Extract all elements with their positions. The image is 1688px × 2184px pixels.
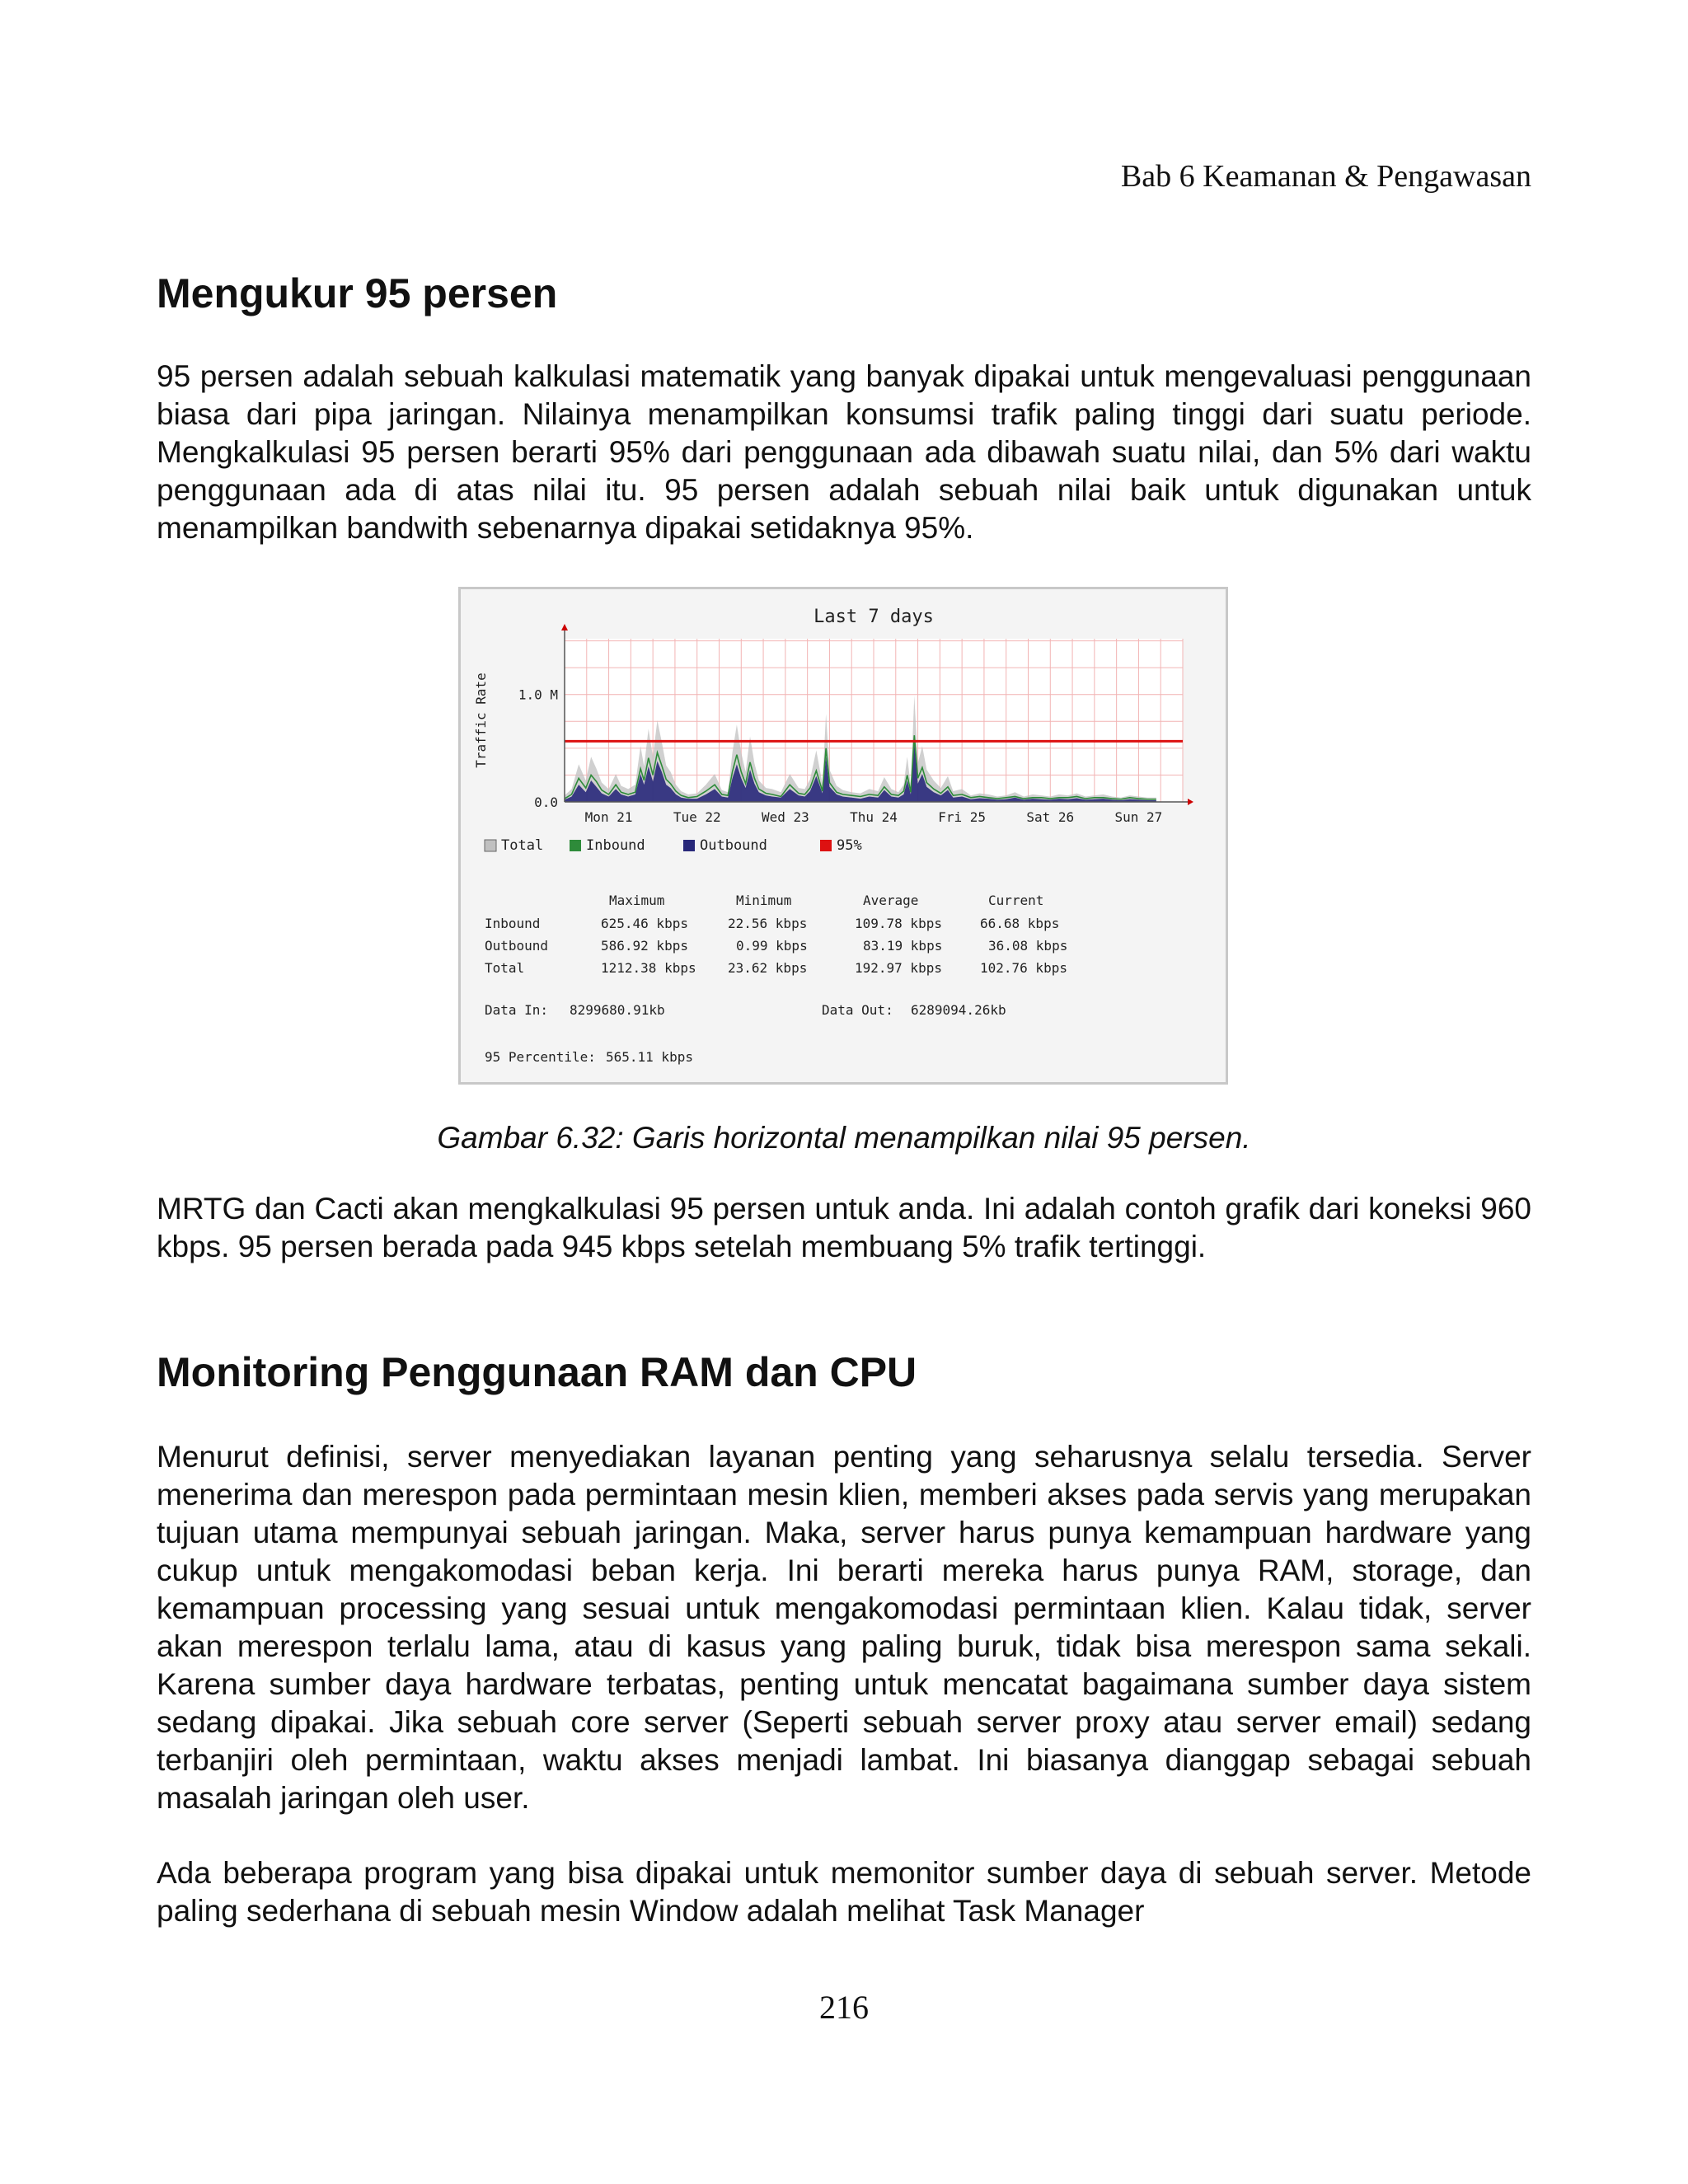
- stats-header-average: Average: [863, 893, 919, 908]
- stats-cell: 36.08 kbps: [988, 938, 1068, 954]
- stats-header-maximum: Maximum: [609, 893, 665, 908]
- data-in-value: 8299680.91kb: [570, 1002, 665, 1018]
- percentile-label: 95 Percentile:: [485, 1049, 596, 1065]
- stats-table: [485, 893, 1067, 1065]
- stats-cell: 109.78 kbps: [855, 916, 942, 931]
- stats-cell: 192.97 kbps: [855, 960, 942, 976]
- x-tick-label: Mon 21: [584, 809, 633, 825]
- chart-legend: [485, 837, 862, 854]
- data-out-value: 6289094.26kb: [911, 1002, 1006, 1018]
- legend-label-95: 95%: [837, 837, 862, 854]
- legend-swatch-inbound: [570, 840, 581, 851]
- x-tick-label: Sat 26: [1026, 809, 1075, 825]
- stats-cell: 22.56 kbps: [728, 916, 808, 931]
- stats-header-minimum: Minimum: [736, 893, 792, 908]
- section-title-ram-cpu: Monitoring Penggunaan RAM dan CPU: [157, 1349, 917, 1395]
- traffic-graph: [461, 589, 1226, 1082]
- paragraph-monitor-programs: Ada beberapa program yang bisa dipakai untuk memonitor sumber daya di sebuah server. Metode paling sederhana di sebuah mesin Window adalah melihat Task Manager: [157, 1856, 1531, 1928]
- running-header: Bab 6 Keamanan & Pengawasan: [1120, 159, 1531, 194]
- y-tick-label: 1.0 M: [518, 687, 558, 703]
- x-tick-label: Tue 22: [673, 809, 721, 825]
- x-tick-label: Fri 25: [938, 809, 987, 825]
- stats-cell: 0.99 kbps: [736, 938, 808, 954]
- stats-header-current: Current: [988, 893, 1044, 908]
- chart-layer: [473, 607, 1193, 825]
- traffic-graph-figure: [458, 587, 1228, 1085]
- x-tick-label: Thu 24: [850, 809, 898, 825]
- paragraph-95-percent-intro: 95 persen adalah sebuah kalkulasi matematik yang banyak dipakai untuk mengevaluasi penggunaan biasa dari pipa jaringan. Nilainya menampilkan konsumsi trafik paling tinggi dari suatu periode. Mengkalkulasi 95 persen berarti 95% dari penggunaan ada dibawah suatu nilai, dan 5% dari waktu penggunaan ada di atas nilai itu. 95 persen adalah sebuah nilai baik untuk digunakan untuk menampilkan bandwith sebenarnya dipakai setidaknya 95%.: [157, 359, 1531, 545]
- legend-label-total: Total: [501, 837, 544, 854]
- y-tick-label: 0.0: [534, 794, 558, 810]
- x-axis-arrow: [1188, 799, 1193, 805]
- x-tick-label: Wed 23: [761, 809, 809, 825]
- stats-cell: 66.68 kbps: [980, 916, 1060, 931]
- stats-cell: 102.76 kbps: [980, 960, 1067, 976]
- stats-cell: 625.46 kbps: [601, 916, 688, 931]
- paragraph-mrtg-cacti: MRTG dan Cacti akan mengkalkulasi 95 persen untuk anda. Ini adalah contoh grafik dari koneksi 960 kbps. 95 persen berada pada 945 kbps setelah membuang 5% trafik tertinggi.: [157, 1192, 1531, 1263]
- data-out-label: Data Out:: [822, 1002, 893, 1018]
- data-in-label: Data In:: [485, 1002, 549, 1018]
- section-title-95-percent: Mengukur 95 persen: [157, 270, 558, 316]
- stats-row-label-inbound: Inbound: [485, 916, 541, 931]
- stats-cell: 23.62 kbps: [728, 960, 808, 976]
- legend-label-outbound: Outbound: [700, 837, 767, 854]
- y-axis-arrow: [561, 624, 568, 630]
- stats-cell: 1212.38 kbps: [601, 960, 696, 976]
- legend-swatch-outbound: [683, 840, 695, 851]
- x-tick-label: Sun 27: [1114, 809, 1163, 825]
- paragraph-server-resources: Menurut definisi, server menyediakan layanan penting yang seharusnya selalu tersedia. Server menerima dan merespon pada permintaan mesin klien, memberi akses pada servis yang merupakan tujuan utama mempunyai sebuah jaringan. Maka, server harus punya kemampuan hardware yang cukup untuk mengakomodasi beban kerja. Ini berarti mereka harus punya RAM, storage, dan kemampuan processing yang sesuai untuk mengakomodasi permintaan klien. Kalau tidak, server akan merespon terlalu lama, atau di kasus yang paling buruk, tidak bisa merespon sama sekali. Karena sumber daya hardware terbatas, penting untuk mencatat bagaimana sumber daya sistem sedang dipakai. Jika sebuah core server (Seperti sebuah server proxy atau server email) sedang terbanjiri oleh permintaan, waktu akses menjadi lambat. Ini biasanya dianggap sebagai sebuah masalah jaringan oleh user.: [157, 1440, 1531, 1815]
- stats-row-label-outbound: Outbound: [485, 938, 549, 954]
- legend-label-inbound: Inbound: [586, 837, 645, 854]
- chart-title: Last 7 days: [814, 607, 934, 627]
- figure-caption: Gambar 6.32: Garis horizontal menampilkan nilai 95 persen.: [437, 1121, 1251, 1155]
- stats-cell: 83.19 kbps: [863, 938, 943, 954]
- stats-cell: 586.92 kbps: [601, 938, 688, 954]
- percentile-value: 565.11 kbps: [606, 1049, 693, 1065]
- y-axis-label: Traffic Rate: [473, 673, 489, 768]
- legend-swatch-total: [485, 840, 496, 851]
- legend-swatch-95: [820, 840, 832, 851]
- page-number: 216: [819, 1989, 869, 2026]
- stats-row-label-total: Total: [485, 960, 525, 976]
